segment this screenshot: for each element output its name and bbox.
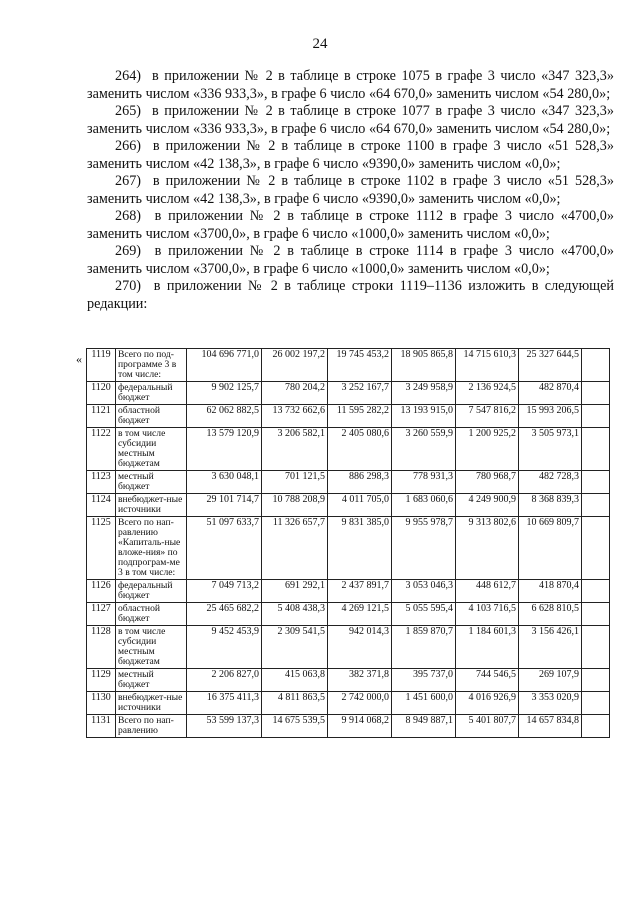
value-cell: 3 206 582,1 xyxy=(262,428,328,471)
value-cell: 14 675 539,5 xyxy=(262,715,328,738)
value-cell xyxy=(582,603,610,626)
value-cell: 382 371,8 xyxy=(328,669,392,692)
value-cell: 3 630 048,1 xyxy=(187,471,262,494)
value-cell: 9 955 978,7 xyxy=(392,517,456,580)
row-label: Всего по под-программе 3 в том числе: xyxy=(116,349,187,382)
value-cell: 53 599 137,3 xyxy=(187,715,262,738)
value-cell: 3 505 973,1 xyxy=(519,428,582,471)
value-cell: 415 063,8 xyxy=(262,669,328,692)
row-number: 1123 xyxy=(87,471,116,494)
value-cell: 701 121,5 xyxy=(262,471,328,494)
row-number: 1119 xyxy=(87,349,116,382)
row-label: внебюджет-ные источники xyxy=(116,692,187,715)
value-cell: 11 595 282,2 xyxy=(328,405,392,428)
row-label: местный бюджет xyxy=(116,471,187,494)
value-cell: 2 405 080,6 xyxy=(328,428,392,471)
value-cell xyxy=(582,494,610,517)
value-cell: 14 715 610,3 xyxy=(456,349,519,382)
value-cell: 2 742 000,0 xyxy=(328,692,392,715)
amendment-paragraphs xyxy=(87,68,614,313)
value-cell: 3 156 426,1 xyxy=(519,626,582,669)
paragraph-265: 265) в приложении № 2 в таблице в строке 1077 в графе 3 число «347 323,3» заменить числом «336 933,3», в графе 6 число «64 670,0» заменить числом «54 280,0»; xyxy=(87,103,614,137)
page-number: 24 xyxy=(312,36,328,52)
value-cell: 778 931,3 xyxy=(392,471,456,494)
value-cell: 51 097 633,7 xyxy=(187,517,262,580)
value-cell: 8 949 887,1 xyxy=(392,715,456,738)
table-row xyxy=(87,494,610,517)
value-cell xyxy=(582,715,610,738)
value-cell: 26 002 197,2 xyxy=(262,349,328,382)
row-label: в том числе субсидии местным бюджетам xyxy=(116,428,187,471)
value-cell: 395 737,0 xyxy=(392,669,456,692)
row-label: внебюджет-ные источники xyxy=(116,494,187,517)
value-cell: 942 014,3 xyxy=(328,626,392,669)
value-cell: 25 465 682,2 xyxy=(187,603,262,626)
value-cell: 13 193 915,0 xyxy=(392,405,456,428)
value-cell xyxy=(582,517,610,580)
row-label: областной бюджет xyxy=(116,603,187,626)
value-cell: 9 313 802,6 xyxy=(456,517,519,580)
value-cell xyxy=(582,405,610,428)
value-cell: 5 408 438,3 xyxy=(262,603,328,626)
paragraph-268: 268) в приложении № 2 в таблице в строке 1112 в графе 3 число «4700,0» заменить числом «3700,0», в графе 6 число «1000,0» заменить числом «0,0»; xyxy=(87,208,614,242)
paragraph-267: 267) в приложении № 2 в таблице в строке 1102 в графе 3 число «51 528,3» заменить числом «42 138,3», в графе 6 число «9390,0» заменить числом «0,0»; xyxy=(87,173,614,207)
value-cell: 691 292,1 xyxy=(262,580,328,603)
value-cell: 3 053 046,3 xyxy=(392,580,456,603)
value-cell: 482 728,3 xyxy=(519,471,582,494)
value-cell xyxy=(582,471,610,494)
value-cell xyxy=(582,428,610,471)
value-cell: 13 579 120,9 xyxy=(187,428,262,471)
value-cell xyxy=(582,669,610,692)
value-cell: 1 683 060,6 xyxy=(392,494,456,517)
value-cell: 780 204,2 xyxy=(262,382,328,405)
value-cell: 18 905 865,8 xyxy=(392,349,456,382)
value-cell: 482 870,4 xyxy=(519,382,582,405)
value-cell: 4 811 863,5 xyxy=(262,692,328,715)
table-row xyxy=(87,517,610,580)
value-cell: 15 993 206,5 xyxy=(519,405,582,428)
value-cell: 11 326 657,7 xyxy=(262,517,328,580)
value-cell xyxy=(582,580,610,603)
value-cell: 9 902 125,7 xyxy=(187,382,262,405)
paragraph-266: 266) в приложении № 2 в таблице в строке 1100 в графе 3 число «51 528,3» заменить числом «42 138,3», в графе 6 число «9390,0» заменить числом «0,0»; xyxy=(87,138,614,172)
value-cell: 4 269 121,5 xyxy=(328,603,392,626)
row-number: 1131 xyxy=(87,715,116,738)
row-label: Всего по нап-равлению «Капиталь-ные вложе-ния» по подпрограм-ме 3 в том числе: xyxy=(116,517,187,580)
value-cell: 5 055 595,4 xyxy=(392,603,456,626)
value-cell: 744 546,5 xyxy=(456,669,519,692)
table-row xyxy=(87,603,610,626)
value-cell: 3 260 559,9 xyxy=(392,428,456,471)
value-cell: 4 016 926,9 xyxy=(456,692,519,715)
value-cell: 19 745 453,2 xyxy=(328,349,392,382)
value-cell: 14 657 834,8 xyxy=(519,715,582,738)
row-number: 1124 xyxy=(87,494,116,517)
row-number: 1129 xyxy=(87,669,116,692)
value-cell: 16 375 411,3 xyxy=(187,692,262,715)
value-cell: 418 870,4 xyxy=(519,580,582,603)
value-cell: 4 103 716,5 xyxy=(456,603,519,626)
row-label: федеральный бюджет xyxy=(116,580,187,603)
value-cell: 6 628 810,5 xyxy=(519,603,582,626)
budget-table xyxy=(86,348,610,738)
row-number: 1127 xyxy=(87,603,116,626)
row-label: областной бюджет xyxy=(116,405,187,428)
table-row xyxy=(87,715,610,738)
value-cell: 2 309 541,5 xyxy=(262,626,328,669)
paragraph-264: 264) в приложении № 2 в таблице в строке 1075 в графе 3 число «347 323,3» заменить числом «336 933,3», в графе 6 число «64 670,0» заменить числом «54 280,0»; xyxy=(87,68,614,102)
value-cell: 448 612,7 xyxy=(456,580,519,603)
table-row xyxy=(87,580,610,603)
value-cell xyxy=(582,349,610,382)
opening-quote: « xyxy=(76,352,82,366)
value-cell: 3 249 958,9 xyxy=(392,382,456,405)
value-cell: 13 732 662,6 xyxy=(262,405,328,428)
value-cell: 886 298,3 xyxy=(328,471,392,494)
row-label: местный бюджет xyxy=(116,669,187,692)
value-cell xyxy=(582,692,610,715)
table-row xyxy=(87,405,610,428)
paragraph-269: 269) в приложении № 2 в таблице в строке 1114 в графе 3 число «4700,0» заменить числом «3700,0», в графе 6 число «1000,0» заменить числом «0,0»; xyxy=(87,243,614,277)
table-body xyxy=(87,349,610,738)
value-cell: 1 451 600,0 xyxy=(392,692,456,715)
row-number: 1128 xyxy=(87,626,116,669)
value-cell: 780 968,7 xyxy=(456,471,519,494)
value-cell: 1 200 925,2 xyxy=(456,428,519,471)
table-row xyxy=(87,669,610,692)
value-cell: 10 669 809,7 xyxy=(519,517,582,580)
value-cell: 10 788 208,9 xyxy=(262,494,328,517)
value-cell: 9 831 385,0 xyxy=(328,517,392,580)
table-row xyxy=(87,349,610,382)
row-number: 1120 xyxy=(87,382,116,405)
value-cell: 2 136 924,5 xyxy=(456,382,519,405)
table-row xyxy=(87,382,610,405)
value-cell: 4 011 705,0 xyxy=(328,494,392,517)
row-number: 1122 xyxy=(87,428,116,471)
paragraph-270: 270) в приложении № 2 в таблице строки 1119–1136 изложить в следующей редакции: xyxy=(87,278,614,312)
value-cell: 1 184 601,3 xyxy=(456,626,519,669)
table-row xyxy=(87,626,610,669)
value-cell: 104 696 771,0 xyxy=(187,349,262,382)
table-row xyxy=(87,692,610,715)
value-cell: 9 914 068,2 xyxy=(328,715,392,738)
row-number: 1125 xyxy=(87,517,116,580)
row-number: 1121 xyxy=(87,405,116,428)
value-cell: 25 327 644,5 xyxy=(519,349,582,382)
value-cell: 62 062 882,5 xyxy=(187,405,262,428)
value-cell: 7 547 816,2 xyxy=(456,405,519,428)
value-cell: 1 859 870,7 xyxy=(392,626,456,669)
value-cell: 4 249 900,9 xyxy=(456,494,519,517)
value-cell xyxy=(582,382,610,405)
table-row xyxy=(87,471,610,494)
value-cell: 9 452 453,9 xyxy=(187,626,262,669)
row-number: 1126 xyxy=(87,580,116,603)
value-cell: 7 049 713,2 xyxy=(187,580,262,603)
value-cell: 2 206 827,0 xyxy=(187,669,262,692)
row-label: федеральный бюджет xyxy=(116,382,187,405)
row-label: Всего по нап-равлению xyxy=(116,715,187,738)
value-cell: 269 107,9 xyxy=(519,669,582,692)
value-cell: 3 252 167,7 xyxy=(328,382,392,405)
row-number: 1130 xyxy=(87,692,116,715)
table-row xyxy=(87,428,610,471)
value-cell: 3 353 020,9 xyxy=(519,692,582,715)
value-cell: 2 437 891,7 xyxy=(328,580,392,603)
value-cell: 5 401 807,7 xyxy=(456,715,519,738)
value-cell: 29 101 714,7 xyxy=(187,494,262,517)
value-cell xyxy=(582,626,610,669)
value-cell: 8 368 839,3 xyxy=(519,494,582,517)
row-label: в том числе субсидии местным бюджетам xyxy=(116,626,187,669)
